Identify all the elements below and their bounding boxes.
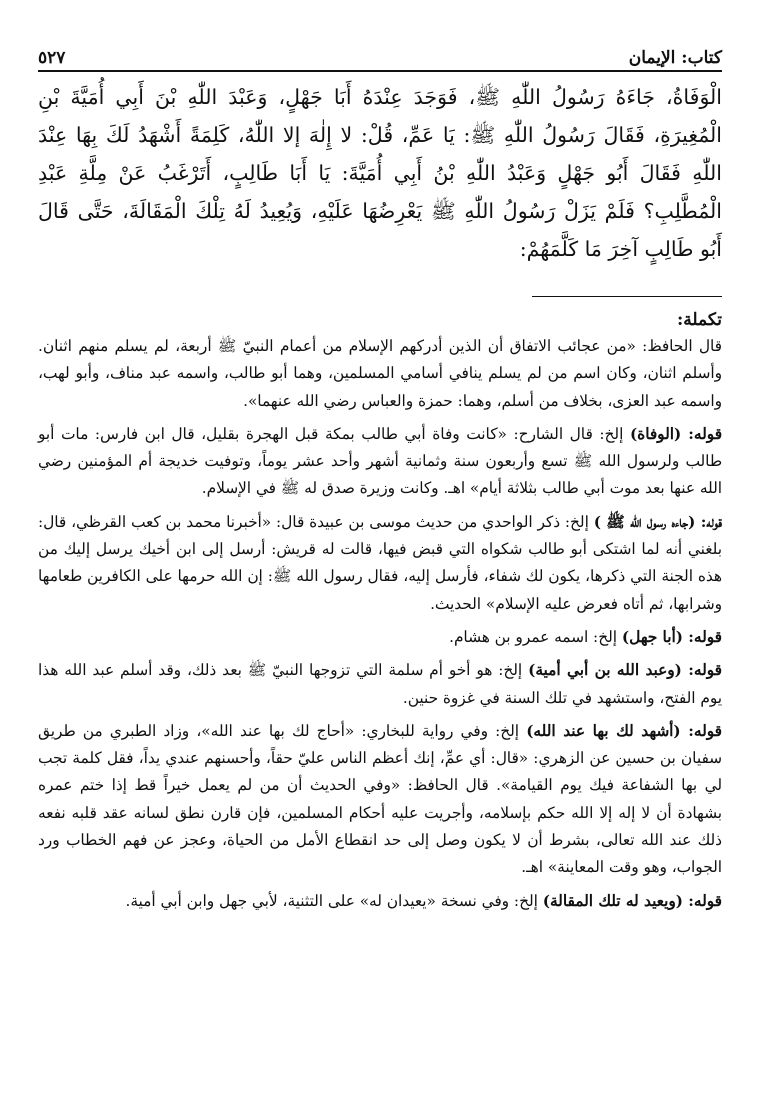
book-page bbox=[38, 38, 722, 921]
commentary-paragraph bbox=[38, 888, 722, 915]
hadith-text: الْوَفَاةُ، جَاءَهُ رَسُولُ اللّٰهِ ﷺ، فَوَجَدَ عِنْدَهُ أَبَا جَهْلٍ، وَعَبْدَ اللّٰهِ بْنَ أَبِي أُمَيَّةَ بْنِ الْمُغِيرَةِ، فَقَالَ رَسُولُ اللّٰهِ ﷺ: يَا عَمِّ، قُلْ: لا إِلٰهَ إلا اللّٰهُ، كَلِمَةً أَشْهَدُ لَكَ بِهَا عِنْدَ اللّٰهِ فَقَالَ أَبُو جَهْلٍ وَعَبْدُ اللّٰهِ بْنُ أَبِي أُمَيَّةَ: يَا أَبَا طَالِبٍ، أَتَرْغَبُ عَنْ مِلَّةِ عَبْدِ الْمُطَّلِبِ؟ فَلَمْ يَزَلْ رَسُولُ اللّٰهِ ﷺ يَعْرِضُهَا عَلَيْهِ، وَيُعِيدُ لَهُ تِلْكَ الْمَقَالَةَ، حَتَّى قَالَ أَبُو طَالِبٍ آخِرَ مَا كَلَّمَهُمْ: bbox=[38, 85, 722, 261]
paragraph-lead: قوله: (أشهد لك بها عند الله) bbox=[526, 721, 722, 740]
paragraph-lead: قوله: (أبا جهل) bbox=[621, 627, 722, 646]
commentary-heading: تكملة: bbox=[677, 310, 722, 330]
page-number: ٥٢٧ bbox=[38, 48, 66, 68]
commentary-paragraph bbox=[38, 657, 722, 712]
commentary-body bbox=[38, 333, 722, 915]
paragraph-text: إلخ: ذكر الواحدي من حديث موسى بن عبيدة قال: «أخبرنا محمد بن كعب القرظي، قال: بلغني أنه لما اشتكى أبو طالب شكواه التي قبض فيها، قالت له قريش: أرسل إلى ابن أخيك يرسل إليك من هذه الجنة التي ذكرها، يكون لك شفاء، فأرسل إليه، فقال رسول الله ﷺ: إن الله حرمها على الكافرين طعامها وشرابها، ثم أتاه فعرض عليه الإسلام» الحديث. bbox=[38, 512, 722, 613]
paragraph-lead: قوله: (ويعيد له تلك المقالة) bbox=[542, 891, 722, 910]
paragraph-text: إلخ: وفي رواية للبخاري: «أحاج لك بها عند الله»، وزاد الطبري من طريق سفيان بن حسين عن الزهري: «قال: أي عمِّ، إنك أعظم الناس عليّ حقاً، وأحسنهم عندي يداً، فقل كلمة تجب لي بها الشفاعة فيك يوم القيامة». قال الحافظ: «وفي الحديث أن من لم يعمل خيراً قط إذا ختم عمره بشهادة أن لا إله إلا الله حكم بإسلامه، وأجريت عليه أحكام المسلمين، فإن قارن نطق لسانه عقد قلبه نفعه ذلك عند الله تعالى، بشرط أن لا يكون وصل إلى حد انقطاع الأمل من الحياة، وعجز عن فهم الخطاب ورد الجواب، وهو وقت المعاينة» اهـ. bbox=[38, 721, 722, 877]
commentary-paragraph bbox=[38, 624, 722, 651]
paragraph-lead: قوله: (الوفاة) bbox=[629, 424, 723, 443]
commentary-paragraph bbox=[38, 509, 722, 618]
paragraph-text: إلخ: اسمه عمرو بن هشام. bbox=[449, 627, 622, 646]
paragraph-text: إلخ: هو أخو أم سلمة التي تزوجها النبيّ ﷺ بعد ذلك، وقد أسلم عبد الله هذا يوم الفتح، واستشهد في تلك السنة في غزوة حنين. bbox=[38, 661, 722, 707]
page-header bbox=[38, 38, 722, 68]
book-title: كتاب: الإيمان bbox=[628, 48, 722, 68]
footnote-divider bbox=[532, 296, 722, 297]
header-divider bbox=[38, 70, 722, 72]
paragraph-text: قال الحافظ: «من عجائب الاتفاق أن الذين أدركهم الإسلام من أعمام النبيّ ﷺ أربعة، لم يسلم منهم اثنان. وأسلم اثنان، وكان اسم من لم يسلم ينافي أسامي المسلمين، وهما أبو طالب، واسمه عبد مناف، وأبو لهب، واسمه عبد العزى، بخلاف من أسلم، وهما: حمزة والعباس رضي الله عنهما». bbox=[38, 337, 722, 410]
paragraph-text: إلخ: وفي نسخة «يعيدان له» على التثنية، لأبي جهل وابن أبي أمية. bbox=[125, 891, 543, 910]
commentary-paragraph bbox=[38, 421, 722, 503]
paragraph-lead: قوله: (جاءه رسول الله ﷺ ) bbox=[593, 512, 723, 531]
commentary-paragraph bbox=[38, 718, 722, 882]
commentary-paragraph bbox=[38, 333, 722, 415]
paragraph-lead: قوله: (وعبد الله بن أبي أمية) bbox=[528, 661, 722, 680]
paragraph-text: إلخ: قال الشارح: «كانت وفاة أبي طالب بمكة قبل الهجرة بقليل، قال ابن فارس: مات أبو طالب ولرسول الله ﷺ تسع وأربعون سنة وثمانية أشهر وأحد عشر يوماً، وتوفيت خديجة أم المؤمنين رضي الله عنها بعد موت أبي طالب بثلاثة أيام» اهـ. وكانت وزيرة صدق له ﷺ في الإسلام. bbox=[38, 424, 722, 498]
